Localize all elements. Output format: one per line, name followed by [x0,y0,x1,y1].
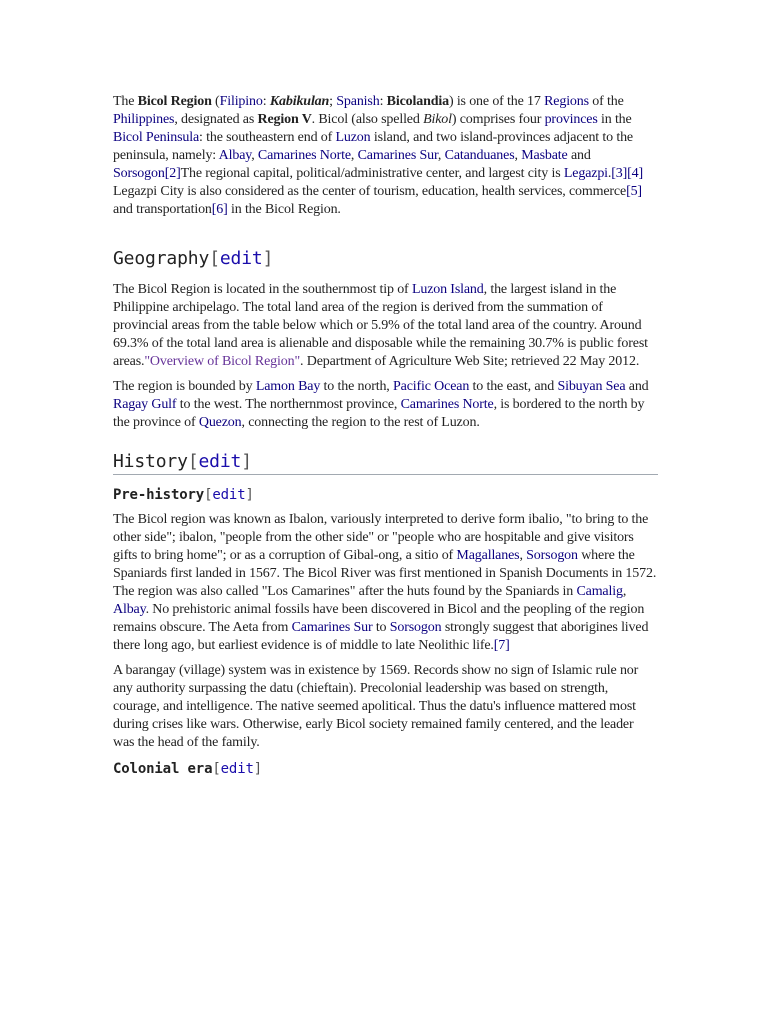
link-luzon[interactable]: Luzon [335,130,371,145]
bold-term: Bicol Region [137,94,212,109]
heading-text: History [113,451,188,472]
text: and [567,148,591,163]
link-sorsogon[interactable]: Sorsogon [526,548,578,563]
text: The [113,94,138,109]
link-spanish[interactable]: Spanish [336,94,380,109]
text: , is bordered to the north by the province of [113,397,645,430]
article-content [113,93,658,785]
ref-link[interactable]: [4] [627,166,644,181]
italic-term: Kabikulan [269,94,330,109]
text: and [625,379,649,394]
link-sorsogon[interactable]: Sorsogon [113,166,165,181]
text: ( [211,94,220,109]
bracket: ] [262,248,274,269]
text: The regional capital, political/administrative center, and largest city is [180,166,564,181]
bracket: [ [187,451,199,472]
link-masbate[interactable]: Masbate [521,148,568,163]
link-quezon[interactable]: Quezon [198,415,242,430]
text: of the [588,94,624,109]
geography-paragraph-1 [113,281,658,371]
edit-link-colonial-era[interactable]: edit [220,761,254,777]
edit-link-history[interactable]: edit [198,451,242,472]
link-overview-bicol[interactable]: "Overview of Bicol Region" [144,354,301,369]
ref-link[interactable]: [7] [493,638,510,653]
text: and transportation [113,202,212,217]
text: , [350,148,358,163]
bracket: ] [253,761,263,777]
link-lamon-bay[interactable]: Lamon Bay [255,379,321,394]
ref-link[interactable]: [2] [164,166,181,181]
link-regions[interactable]: Regions [544,94,589,109]
text: , [251,148,258,163]
link-albay[interactable]: Albay [218,148,252,163]
text: , the largest island in the Philippine archipelago. The total land area of the region is derived from the summation of provincial areas from the table below which or 5.9% of the total land area of the country. Around 69.3% of the total land area is alienable and disposable while the remaining 30.7% is public forest areas. [113,282,648,369]
bracket: ] [241,451,252,472]
prehistory-heading [113,485,658,505]
link-magallanes[interactable]: Magallanes [456,548,520,563]
bracket: [ [204,487,213,503]
text: , [514,148,522,163]
text: strongly suggest that aborigines lived there long ago, but earliest evidence is of middle to late Neolithic life. [113,620,649,653]
text: ; [329,94,337,109]
bracket: [ [209,248,220,269]
text: . Bicol (also spelled [311,112,424,127]
text: , designated as [174,112,258,127]
ref-link[interactable]: [3] [611,166,628,181]
text: . Department of Agriculture Web Site; retrieved 22 May 2012. [300,354,640,369]
text: : [379,94,387,109]
text: in the Bicol Region. [227,202,341,217]
text: : the southeastern end of [199,130,336,145]
bracket: [ [212,761,221,777]
link-catanduanes[interactable]: Catanduanes [444,148,515,163]
edit-link-geography[interactable]: edit [219,248,263,269]
text: , connecting the region to the rest of Luzon. [241,415,480,430]
italic-term: Bikol [423,112,452,127]
link-pacific-ocean[interactable]: Pacific Ocean [393,379,470,394]
link-camarines-norte[interactable]: Camarines Norte [257,148,351,163]
history-heading [113,450,658,475]
prehistory-paragraph-1 [113,511,658,655]
text: : [262,94,270,109]
bracket: ] [245,487,254,503]
text: , [437,148,445,163]
link-bicol-peninsula[interactable]: Bicol Peninsula [113,130,200,145]
text: , [519,548,527,563]
link-philippines[interactable]: Philippines [113,112,175,127]
prehistory-paragraph-2: A barangay (village) system was in existence by 1569. Records show no sign of Islamic rule nor any authority surpassing the datu (chieftain). Precolonial leadership was based on strength, courage, and intelligence. The native seemed apolitical. Thus the datu's influence mattered most during crises like wars. Otherwise, early Bicol society remained family centered, and the leader was the head of the family. [113,663,639,750]
colonial-era-heading [113,759,658,779]
text: Legazpi City is also considered as the center of tourism, education, health services, commerce [113,184,627,199]
text: island, and two island-provinces adjacent to the peninsula, namely: [113,130,633,163]
text: ) comprises four [451,112,545,127]
bold-term: Region V [257,112,312,127]
link-ragay-gulf[interactable]: Ragay Gulf [113,397,177,412]
text: . [607,166,612,181]
link-camarines-sur[interactable]: Camarines Sur [357,148,438,163]
text: , [622,584,627,599]
link-albay[interactable]: Albay [113,602,146,617]
ref-link[interactable]: [5] [626,184,642,199]
text: to [372,620,390,635]
intro-paragraph [113,93,658,219]
text: The region is bounded by [113,379,256,394]
bold-term: Bicolandia [386,94,449,109]
text: where the Spaniards first landed in 1567. The Bicol River was first mentioned in Spanish Documents in 1572. The region was also called "Los Camarines" after the huts found by the Spaniards in [113,548,657,599]
heading-text: Geography [113,248,210,269]
link-sibuyan-sea[interactable]: Sibuyan Sea [557,379,626,394]
link-legazpi[interactable]: Legazpi [563,166,608,181]
ref-link[interactable]: [6] [211,202,228,217]
geography-heading [113,247,658,271]
text: The Bicol Region is located in the southernmost tip of [113,282,412,297]
text: . No prehistoric animal fossils have been discovered in Bicol and the peopling of the region remains obscure. The Aeta from [113,602,645,635]
link-camarines-sur[interactable]: Camarines Sur [291,620,373,635]
edit-link-prehistory[interactable]: edit [212,487,246,503]
link-camarines-norte[interactable]: Camarines Norte [400,397,494,412]
text: to the north, [320,379,393,394]
text: The Bicol region was known as Ibalon, variously interpreted to derive form ibalio, "to bring to the other side"; ibalon, "people from the other side" or "people who are hospitable and give visitors gifts to bring home"; or as a corruption of Gibal-ong, a sitio of [113,512,649,563]
link-filipino[interactable]: Filipino [219,94,263,109]
heading-text: Colonial era [113,761,213,777]
link-luzon-island[interactable]: Luzon Island [411,282,484,297]
text: in the [597,112,632,127]
link-camalig[interactable]: Camalig [576,584,623,599]
link-provinces[interactable]: provinces [544,112,598,127]
link-sorsogon[interactable]: Sorsogon [389,620,442,635]
text: to the east, and [469,379,558,394]
text: ) is one of the 17 [448,94,545,109]
heading-text: Pre-history [113,487,205,503]
text: to the west. The northernmost province, [176,397,401,412]
geography-paragraph-2 [113,378,658,432]
